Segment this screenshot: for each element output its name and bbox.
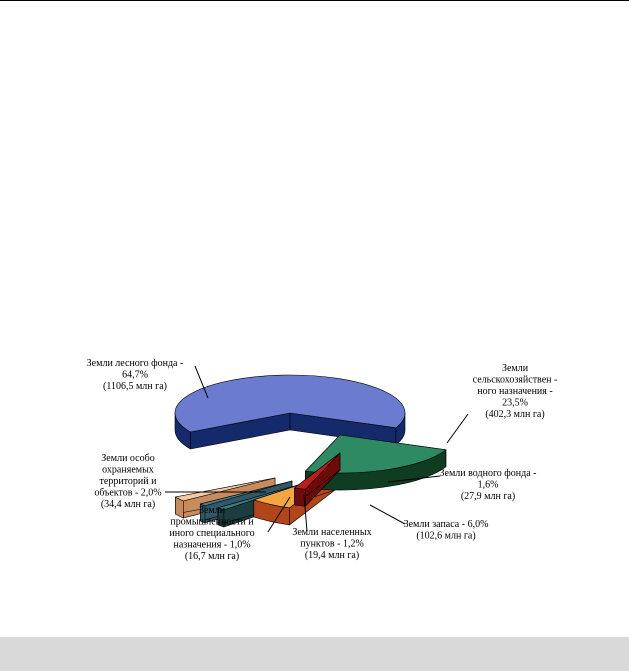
slice-label-line: Земли запаса - 6,0%	[403, 519, 489, 530]
slice-label-settlements	[292, 527, 371, 561]
slice-label-line: (27,9 млн га)	[460, 491, 516, 502]
slice-label-line: ного назначения -	[477, 386, 553, 397]
slice-label-water	[440, 468, 537, 502]
slice-label-line: сельскохозяйствен -	[472, 374, 558, 386]
slice-label-line: Земли	[198, 505, 226, 516]
slice-label-line: 1,6%	[477, 479, 499, 491]
slice-label-line: промышленности и	[170, 516, 254, 528]
bottom-status-bar	[0, 637, 629, 671]
pie-slice-forest	[175, 375, 405, 449]
slice-label-line: пунктов - 1,2%	[300, 538, 364, 550]
slice-label-line: 64,7%	[122, 369, 148, 381]
slice-label-forest	[87, 358, 184, 392]
leader-line-agri	[447, 414, 468, 443]
slice-label-line: (19,4 млн га)	[304, 550, 360, 561]
slice-label-line: объектов - 2,0%	[94, 487, 162, 499]
leader-line-reserve	[370, 505, 405, 524]
slice-label-line: (102,6 млн га)	[416, 530, 476, 542]
slice-label-line: (1106,5 млн га)	[103, 381, 167, 392]
slice-label-line: 23,5%	[502, 397, 528, 409]
slice-label-line: (34,4 млн га)	[100, 499, 156, 510]
slice-label-line: (402,3 млн га)	[485, 409, 545, 420]
slice-label-protected	[94, 453, 161, 510]
slice-label-agri	[473, 363, 558, 420]
slice-label-line: (16,7 млн га)	[184, 551, 240, 562]
slice-label-line: территорий и	[99, 476, 157, 487]
slice-label-line: назначения - 1,0%	[173, 539, 251, 551]
slice-label-reserve	[404, 519, 489, 542]
slice-label-line: Земли особо	[101, 453, 155, 464]
slice-label-line: Земли водного фонда -	[439, 468, 537, 479]
slice-label-line: Земли населенных	[292, 527, 372, 538]
slice-label-line: Земли лесного фонда -	[86, 358, 184, 369]
slice-label-line: иного специального	[169, 528, 255, 539]
slice-label-line: охраняемых	[102, 464, 154, 476]
slice-label-line: Земли	[501, 363, 529, 374]
